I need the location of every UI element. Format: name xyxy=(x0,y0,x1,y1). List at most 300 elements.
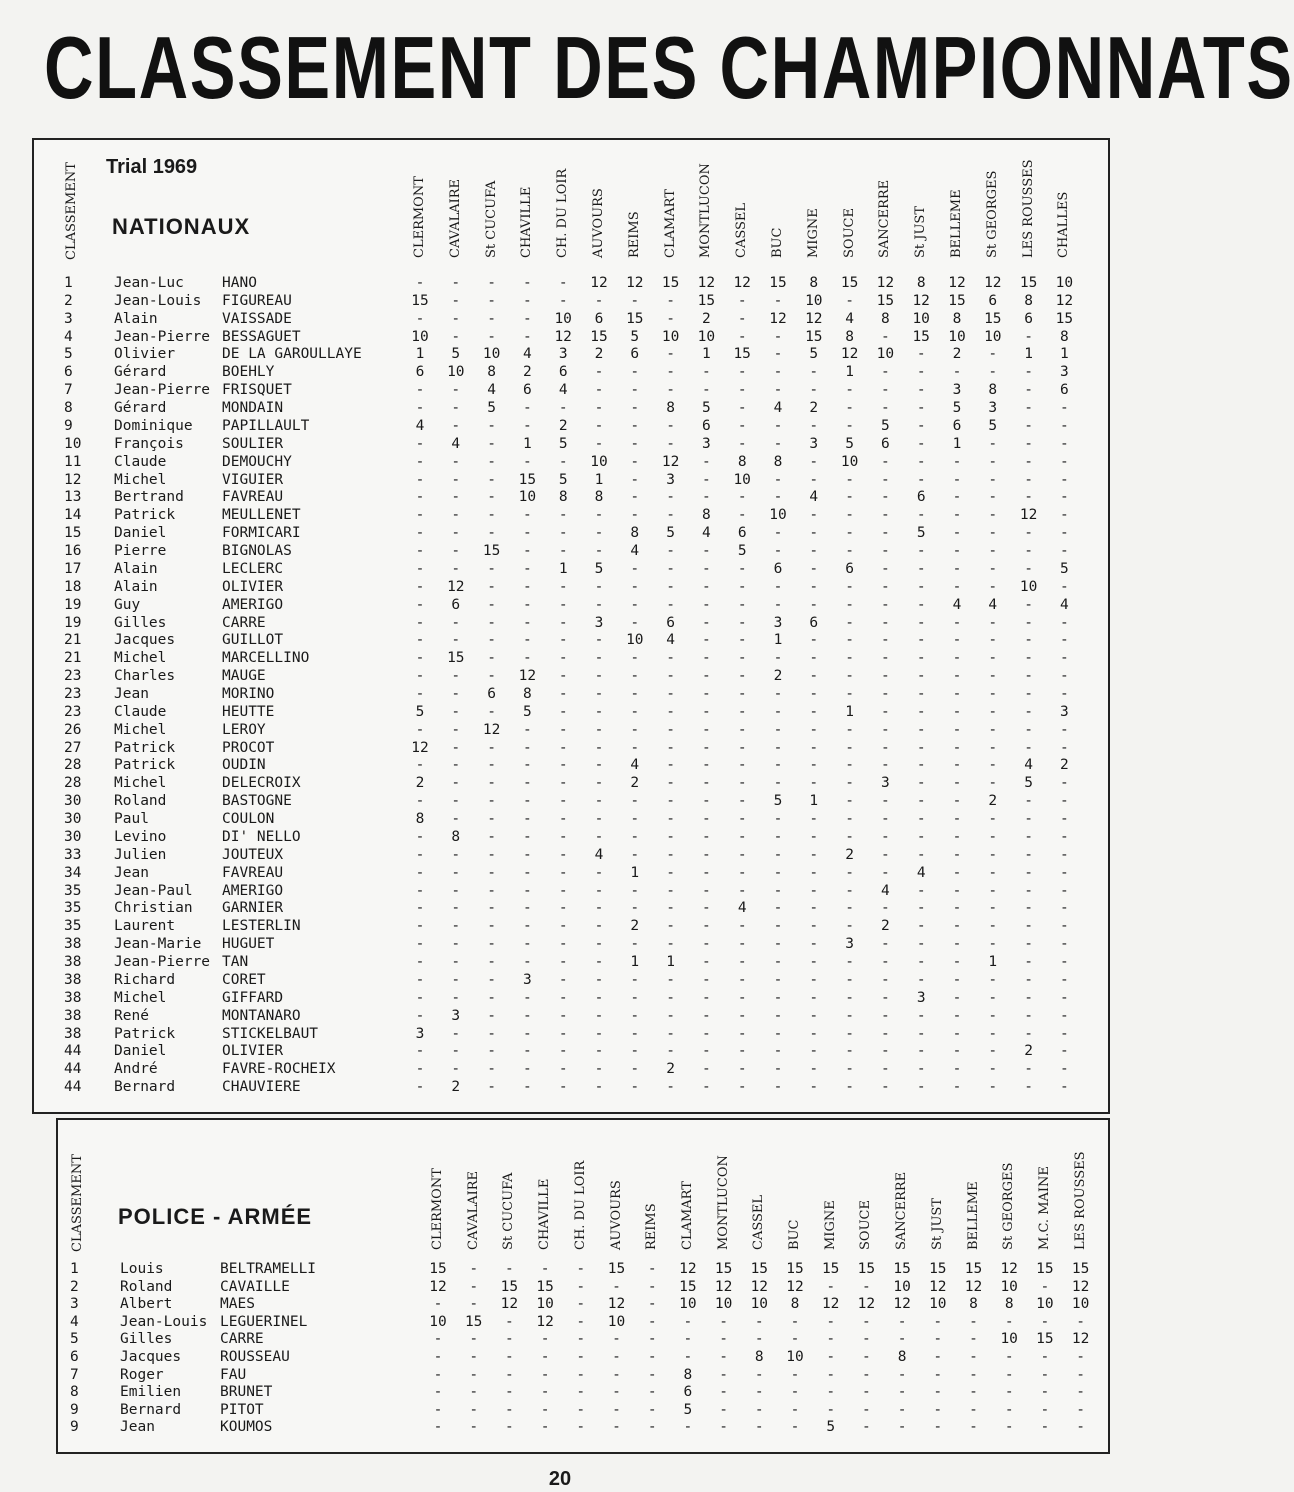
column-header: CAVALAIRE xyxy=(447,178,463,258)
score-cell: - xyxy=(916,543,926,560)
column-header: BELLEME xyxy=(965,1181,981,1250)
score-cell: - xyxy=(1076,1419,1085,1436)
score-cell: - xyxy=(754,1313,764,1330)
rank-cell: 38 xyxy=(64,1025,82,1042)
score-cell: 15 xyxy=(805,328,823,345)
score-cell: - xyxy=(1060,686,1069,702)
score-cell: - xyxy=(451,936,461,953)
score-cell: - xyxy=(523,310,532,327)
score-cell: - xyxy=(809,686,819,702)
score-cell: - xyxy=(1024,543,1033,560)
score-cell: 8 xyxy=(1004,1296,1014,1313)
rank-cell: 18 xyxy=(64,578,82,595)
score-cell: - xyxy=(702,596,711,613)
score-cell: - xyxy=(773,828,783,845)
score-cell: - xyxy=(1024,793,1033,810)
score-cell: - xyxy=(594,650,604,667)
score-cell: - xyxy=(809,1025,819,1042)
score-cell: 15 xyxy=(607,1261,626,1277)
score-cell: - xyxy=(487,275,496,291)
score-cell: - xyxy=(845,578,854,595)
score-cell: - xyxy=(415,453,425,470)
score-cell: - xyxy=(862,1313,871,1330)
rank-cell: 27 xyxy=(64,739,82,756)
score-cell: - xyxy=(719,1349,728,1365)
score-cell: - xyxy=(558,275,568,291)
score-cell: - xyxy=(594,1061,604,1078)
column-header: SOUCE xyxy=(858,1200,874,1250)
score-cell: 8 xyxy=(881,310,890,327)
score-cell: - xyxy=(952,614,962,631)
score-cell: - xyxy=(558,596,568,613)
last-name-cell: BESSAGUET xyxy=(222,328,301,345)
score-cell: - xyxy=(1024,686,1033,702)
score-cell: - xyxy=(666,310,675,327)
score-cell: 12 xyxy=(948,275,966,291)
score-cell: - xyxy=(415,757,425,774)
first-name-cell: Richard xyxy=(114,971,176,988)
score-cell: - xyxy=(451,775,461,792)
score-cell: - xyxy=(415,435,425,452)
score-cell: 3 xyxy=(1060,364,1069,381)
police-armee-table xyxy=(56,1118,1110,1454)
score-cell: 2 xyxy=(630,775,640,792)
score-cell: - xyxy=(594,811,604,828)
score-cell: - xyxy=(558,1025,568,1042)
score-cell: - xyxy=(540,1366,550,1383)
score-cell: - xyxy=(916,614,926,631)
score-cell: - xyxy=(916,882,926,899)
score-cell: - xyxy=(523,328,532,345)
score-cell: - xyxy=(845,686,854,702)
page-title: CLASSEMENT DES CHAMPIONNATS xyxy=(44,18,1294,117)
score-cell: - xyxy=(826,1313,836,1330)
score-cell: - xyxy=(737,721,747,738)
score-cell: 3 xyxy=(415,1025,425,1042)
score-cell: - xyxy=(683,1349,693,1365)
score-cell: - xyxy=(773,346,783,363)
column-header: MONTLUCON xyxy=(715,1155,731,1250)
score-cell: - xyxy=(916,793,926,810)
score-cell: - xyxy=(469,1419,479,1436)
section-title-nationaux: NATIONAUX xyxy=(112,214,251,239)
score-cell: - xyxy=(969,1384,978,1401)
rank-cell: 4 xyxy=(64,328,73,345)
score-cell: - xyxy=(773,757,783,774)
score-cell: - xyxy=(1024,1061,1033,1078)
score-cell: - xyxy=(737,614,747,631)
score-cell: - xyxy=(630,1061,640,1078)
column-header: MIGNE xyxy=(805,208,821,258)
score-cell: - xyxy=(415,310,425,327)
table-row xyxy=(34,846,1108,864)
score-cell: - xyxy=(952,560,962,577)
score-cell: - xyxy=(415,632,425,649)
last-name-cell: GIFFARD xyxy=(222,989,284,1006)
score-cell: - xyxy=(1076,1313,1085,1330)
score-cell: - xyxy=(790,1313,800,1330)
score-cell: - xyxy=(1024,632,1033,649)
score-cell: - xyxy=(988,828,998,845)
score-cell: - xyxy=(1024,614,1033,631)
score-cell: - xyxy=(451,846,461,863)
table-row xyxy=(58,1295,1108,1313)
table-row xyxy=(34,1042,1108,1060)
score-cell: - xyxy=(952,1025,962,1042)
score-cell: - xyxy=(666,775,675,792)
score-cell: 10 xyxy=(1071,1296,1090,1313)
score-cell: - xyxy=(969,1349,978,1365)
score-cell: - xyxy=(897,1384,907,1401)
score-cell: - xyxy=(630,364,640,381)
score-cell: 10 xyxy=(447,364,465,381)
score-cell: - xyxy=(988,471,998,488)
score-cell: - xyxy=(666,543,675,560)
score-cell: - xyxy=(952,900,962,917)
score-cell: - xyxy=(523,721,532,738)
score-cell: - xyxy=(881,721,890,738)
score-cell: - xyxy=(523,614,532,631)
score-cell: - xyxy=(558,543,568,560)
score-cell: 1 xyxy=(845,703,854,720)
score-cell: - xyxy=(415,614,425,631)
score-cell: - xyxy=(988,650,998,667)
rank-cell: 19 xyxy=(64,614,82,631)
score-cell: - xyxy=(702,650,711,667)
score-cell: - xyxy=(916,560,926,577)
score-cell: - xyxy=(487,971,496,988)
score-cell: - xyxy=(809,721,819,738)
table-row xyxy=(34,453,1108,471)
score-cell: - xyxy=(845,668,854,685)
score-cell: - xyxy=(1024,650,1033,667)
rank-cell: 28 xyxy=(64,757,82,774)
score-cell: - xyxy=(1040,1366,1050,1383)
score-cell: - xyxy=(702,489,711,506)
score-cell: - xyxy=(809,364,819,381)
score-cell: 1 xyxy=(1060,346,1069,363)
score-cell: 12 xyxy=(661,453,680,470)
score-cell: - xyxy=(1024,400,1033,417)
score-cell: - xyxy=(773,382,783,399)
score-cell: 8 xyxy=(558,489,568,506)
score-cell: 12 xyxy=(786,1278,804,1295)
score-cell: - xyxy=(916,775,926,792)
last-name-cell: FORMICARI xyxy=(222,525,301,542)
table-row xyxy=(34,292,1108,310)
score-cell: 12 xyxy=(929,1278,947,1295)
score-cell: - xyxy=(1004,1401,1014,1418)
score-cell: - xyxy=(451,668,461,685)
score-cell: - xyxy=(881,900,890,917)
score-cell: 10 xyxy=(536,1296,554,1313)
score-cell: - xyxy=(916,346,926,363)
score-cell: - xyxy=(1060,721,1069,738)
table-row xyxy=(34,488,1108,506)
score-cell: 5 xyxy=(809,346,819,363)
score-cell: 15 xyxy=(1036,1331,1054,1348)
score-cell: - xyxy=(558,578,568,595)
score-cell: - xyxy=(988,435,998,452)
score-cell: - xyxy=(523,560,532,577)
score-cell: 2 xyxy=(881,918,890,935)
column-header: AUVOURS xyxy=(608,1180,624,1250)
last-name-cell: GUILLOT xyxy=(222,632,284,649)
score-cell: - xyxy=(594,793,604,810)
score-cell: - xyxy=(594,1025,604,1042)
score-cell: - xyxy=(916,721,926,738)
rank-cell: 21 xyxy=(64,650,82,667)
score-cell: - xyxy=(881,328,890,345)
score-cell: - xyxy=(737,310,747,327)
score-cell: - xyxy=(594,525,604,542)
score-cell: - xyxy=(952,578,962,595)
first-name-cell: Bernard xyxy=(114,1079,176,1096)
score-cell: 2 xyxy=(952,346,962,363)
score-cell: - xyxy=(469,1366,479,1383)
column-header: BUC xyxy=(770,227,785,258)
score-cell: - xyxy=(594,507,604,524)
score-cell: - xyxy=(737,846,747,863)
table-row xyxy=(34,756,1108,774)
score-cell: 4 xyxy=(523,346,532,363)
score-cell: - xyxy=(881,989,890,1006)
score-cell: - xyxy=(988,989,998,1006)
rank-cell: 13 xyxy=(64,489,82,506)
rank-cell: 9 xyxy=(70,1419,79,1436)
score-cell: - xyxy=(773,918,783,935)
score-cell: - xyxy=(666,507,675,524)
score-cell: - xyxy=(952,471,962,488)
column-header: CAVALAIRE xyxy=(465,1170,481,1250)
score-cell: - xyxy=(809,811,819,828)
score-cell: - xyxy=(881,382,890,399)
column-header: BELLEME xyxy=(949,189,964,258)
score-cell: - xyxy=(612,1349,621,1365)
score-cell: - xyxy=(862,1331,871,1348)
score-cell: 10 xyxy=(1019,578,1038,595)
score-cell: 4 xyxy=(952,596,962,613)
table-row xyxy=(34,649,1108,667)
score-cell: - xyxy=(666,417,675,434)
score-cell: 4 xyxy=(1024,757,1033,774)
score-cell: - xyxy=(630,900,640,917)
score-cell: - xyxy=(988,864,998,881)
score-cell: - xyxy=(737,936,747,953)
score-cell: - xyxy=(558,650,568,667)
score-cell: - xyxy=(666,971,675,988)
score-cell: - xyxy=(916,954,926,971)
table-row xyxy=(34,774,1108,792)
score-cell: - xyxy=(415,828,425,845)
score-cell: - xyxy=(916,578,926,595)
score-cell: - xyxy=(540,1419,550,1436)
score-cell: - xyxy=(415,400,425,417)
column-header: CHALLES xyxy=(1056,191,1072,258)
score-cell: - xyxy=(702,632,711,649)
first-name-cell: Jean-Paul xyxy=(114,882,193,899)
score-cell: - xyxy=(451,1025,461,1042)
score-cell: - xyxy=(594,382,604,399)
score-cell: - xyxy=(952,811,962,828)
score-cell: - xyxy=(523,739,532,756)
score-cell: 8 xyxy=(630,525,640,542)
score-cell: - xyxy=(773,882,783,899)
score-cell: - xyxy=(952,989,962,1006)
score-cell: - xyxy=(415,686,425,702)
score-cell: - xyxy=(558,775,568,792)
score-cell: - xyxy=(952,918,962,935)
score-cell: - xyxy=(1060,971,1069,988)
last-name-cell: HEUTTE xyxy=(222,703,275,720)
score-cell: - xyxy=(881,703,890,720)
score-cell: - xyxy=(415,1079,425,1096)
score-cell: - xyxy=(469,1331,479,1348)
score-cell: - xyxy=(487,507,496,524)
score-cell: - xyxy=(952,668,962,685)
score-cell: - xyxy=(737,400,747,417)
last-name-cell: COULON xyxy=(222,811,275,828)
score-cell: - xyxy=(630,560,640,577)
score-cell: - xyxy=(558,507,568,524)
first-name-cell: Michel xyxy=(114,650,167,667)
score-cell: - xyxy=(666,1079,675,1096)
score-cell: - xyxy=(933,1349,943,1365)
score-cell: 1 xyxy=(630,864,640,881)
first-name-cell: Jean-Pierre xyxy=(114,382,211,399)
score-cell: 8 xyxy=(666,400,675,417)
score-cell: - xyxy=(702,828,711,845)
score-cell: - xyxy=(1060,632,1069,649)
score-cell: - xyxy=(1060,1061,1069,1078)
score-cell: 4 xyxy=(702,525,711,542)
score-cell: - xyxy=(754,1331,764,1348)
score-cell: - xyxy=(1024,721,1033,738)
score-cell: - xyxy=(415,578,425,595)
score-cell: 5 xyxy=(737,543,747,560)
score-cell: - xyxy=(952,882,962,899)
score-cell: 1 xyxy=(952,435,962,452)
score-cell: - xyxy=(809,578,819,595)
score-cell: 3 xyxy=(773,614,783,631)
score-cell: - xyxy=(702,668,711,685)
page-number: 20 xyxy=(548,1468,572,1490)
score-cell: - xyxy=(630,400,640,417)
score-cell: 8 xyxy=(754,1349,764,1365)
score-cell: - xyxy=(594,971,604,988)
score-cell: - xyxy=(933,1384,943,1401)
score-cell: 12 xyxy=(607,1296,626,1313)
column-header: BUC xyxy=(787,1219,802,1250)
score-cell: 2 xyxy=(630,918,640,935)
score-cell: - xyxy=(594,775,604,792)
score-cell: 5 xyxy=(952,400,962,417)
score-cell: - xyxy=(952,703,962,720)
score-cell: - xyxy=(1060,668,1069,685)
score-cell: - xyxy=(630,435,640,452)
score-cell: - xyxy=(451,882,461,899)
table-row xyxy=(34,667,1108,685)
first-name-cell: Patrick xyxy=(114,739,176,756)
score-cell: - xyxy=(487,864,496,881)
score-cell: - xyxy=(988,525,998,542)
last-name-cell: PITOT xyxy=(220,1401,264,1418)
score-cell: 5 xyxy=(988,417,998,434)
score-cell: 6 xyxy=(630,346,640,363)
score-cell: - xyxy=(558,1061,568,1078)
score-cell: - xyxy=(702,793,711,810)
score-cell: 4 xyxy=(451,435,461,452)
last-name-cell: HANO xyxy=(222,275,257,291)
score-cell: - xyxy=(469,1261,479,1277)
score-cell: 10 xyxy=(411,328,429,345)
rank-cell: 23 xyxy=(64,686,82,702)
table-row xyxy=(34,739,1108,757)
score-cell: - xyxy=(523,453,532,470)
column-header: SANCERRE xyxy=(877,179,893,258)
first-name-cell: Patrick xyxy=(114,1025,176,1042)
table-row xyxy=(58,1401,1108,1419)
score-cell: - xyxy=(487,1025,496,1042)
score-cell: - xyxy=(881,1025,890,1042)
first-name-cell: André xyxy=(114,1061,158,1078)
score-cell: - xyxy=(487,525,496,542)
score-cell: - xyxy=(719,1331,728,1348)
score-cell: - xyxy=(594,703,604,720)
score-cell: - xyxy=(558,936,568,953)
score-cell: 4 xyxy=(773,400,783,417)
score-cell: - xyxy=(630,453,640,470)
score-cell: - xyxy=(916,739,926,756)
score-cell: - xyxy=(469,1401,479,1418)
score-cell: 3 xyxy=(1060,703,1069,720)
score-cell: - xyxy=(969,1366,978,1383)
score-cell: - xyxy=(523,936,532,953)
score-cell: - xyxy=(1024,739,1033,756)
score-cell: - xyxy=(862,1384,871,1401)
score-cell: - xyxy=(558,900,568,917)
table-row xyxy=(34,703,1108,721)
score-cell: - xyxy=(881,936,890,953)
rank-cell: 26 xyxy=(64,721,82,738)
score-cell: - xyxy=(558,757,568,774)
table-row xyxy=(34,310,1108,328)
score-cell: - xyxy=(933,1366,943,1383)
last-name-cell: HUGUET xyxy=(222,936,275,953)
score-cell: - xyxy=(433,1349,443,1365)
score-cell: - xyxy=(487,900,496,917)
score-cell: - xyxy=(415,668,425,685)
score-cell: - xyxy=(845,596,854,613)
last-name-cell: FAVREAU xyxy=(222,864,284,881)
score-cell: 12 xyxy=(1019,507,1038,524)
first-name-cell: Jean-Pierre xyxy=(114,954,211,971)
score-cell: - xyxy=(1060,936,1069,953)
score-cell: 6 xyxy=(952,417,962,434)
score-cell: - xyxy=(952,954,962,971)
score-cell: 10 xyxy=(769,507,787,524)
score-cell: - xyxy=(737,578,747,595)
score-cell: - xyxy=(415,936,425,953)
table-row xyxy=(34,1060,1108,1078)
score-cell: - xyxy=(594,954,604,971)
score-cell: - xyxy=(881,971,890,988)
score-cell: - xyxy=(523,1043,532,1060)
score-cell: - xyxy=(737,757,747,774)
column-header: St CUCUFA xyxy=(483,180,499,258)
first-name-cell: Pierre xyxy=(114,543,167,560)
score-cell: - xyxy=(809,757,819,774)
